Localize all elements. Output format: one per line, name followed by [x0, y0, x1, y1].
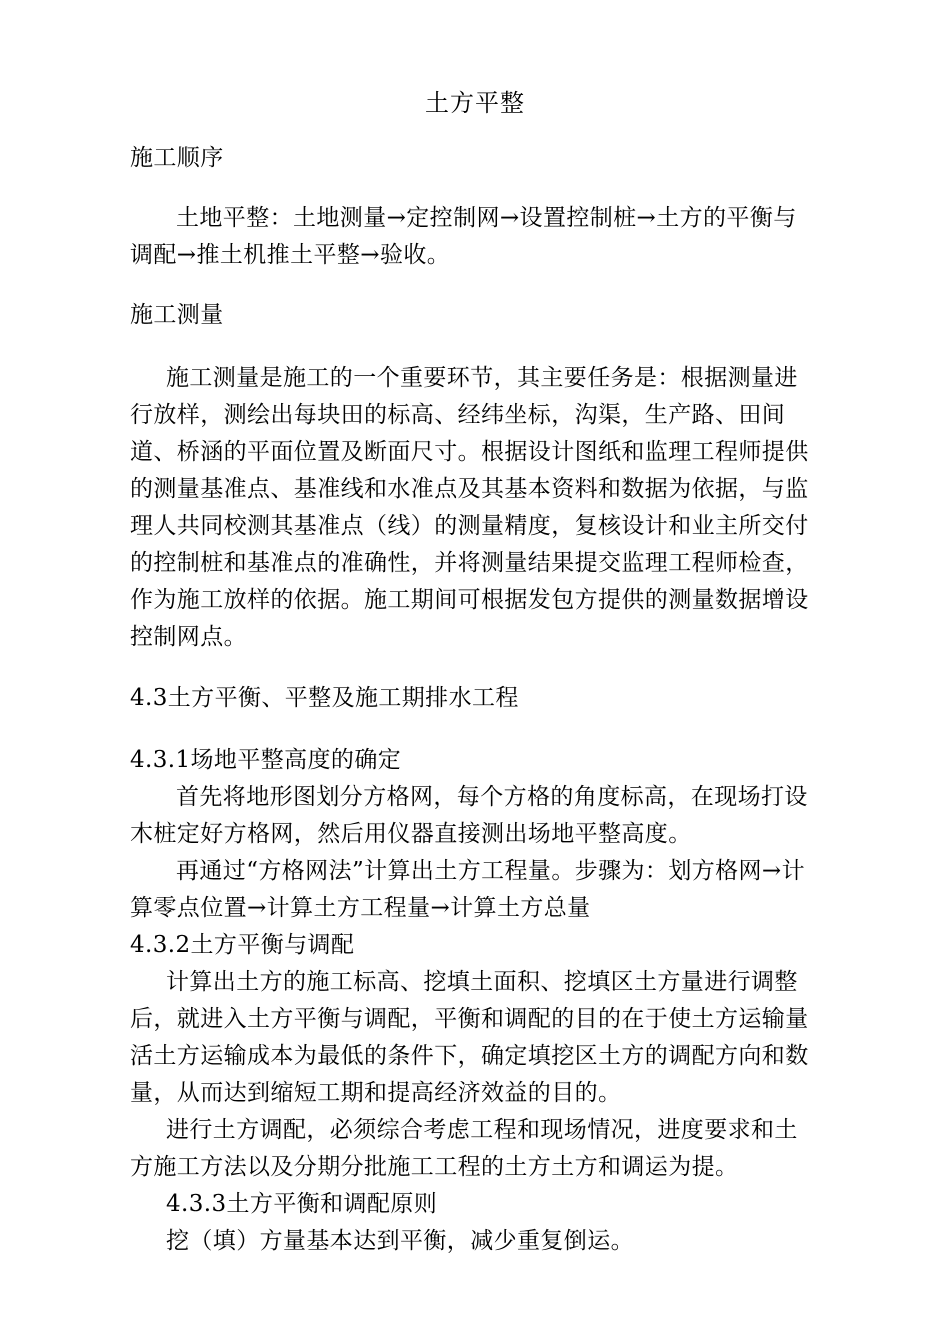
- document-title: 土方平整: [425, 89, 525, 117]
- section-heading-4-3-3: 4.3.3土方平衡和调配原则: [166, 1191, 438, 1217]
- paragraph-4-3-1-b: 再通过“方格网法”计算出土方工程量。步骤为：划方格网→计算零点位置→计算土方工程量→计算土方总量: [130, 858, 805, 921]
- paragraph-4-3-2-a: 计算出土方的施工标高、挖填土面积、挖填区土方量进行调整后，就进入土方平衡与调配，平衡和调配的目的在于使土方运输量活土方运输成本为最低的条件下，确定填挖区土方的调配方向和数量，从而达到缩短工期和提高经济效益的目的。: [130, 969, 809, 1106]
- section-heading-4-3-1: 4.3.1场地平整高度的确定: [130, 747, 402, 773]
- section-heading-4-3-2: 4.3.2土方平衡与调配: [130, 932, 355, 958]
- paragraph-construction-order: 土地平整：土地测量→定控制网→设置控制桩→土方的平衡与调配→推土机推土平整→验收。: [130, 205, 797, 268]
- section-heading-construction-order: 施工顺序: [130, 145, 224, 171]
- paragraph-4-3-1-a: 首先将地形图划分方格网，每个方格的角度标高，在现场打设木桩定好方格网，然后用仪器直接测出场地平整高度。: [130, 784, 808, 847]
- section-heading-survey: 施工测量: [130, 302, 224, 328]
- paragraph-survey: 施工测量是施工的一个重要环节，其主要任务是：根据测量进行放样，测绘出每块田的标高、经纬坐标，沟渠，生产路、田间道、桥涵的平面位置及断面尺寸。根据设计图纸和监理工程师提供的测量基准点、基准线和水准点及其基本资料和数据为依据，与监理人共同校测其基准点（线）的测量精度，复核设计和业主所交付的控制桩和基准点的准确性，并将测量结果提交监理工程师检查，作为施工放样的依据。施工期间可根据发包方提供的测量数据增设控制网点。: [130, 365, 809, 650]
- paragraph-4-3-3-a: 挖（填）方量基本达到平衡，减少重复倒运。: [166, 1228, 634, 1254]
- paragraph-4-3-2-b: 进行土方调配，必须综合考虑工程和现场情况，进度要求和土方施工方法以及分期分批施工工程的土方土方和调运为提。: [130, 1117, 798, 1180]
- section-heading-4-3: 4.3土方平衡、平整及施工期排水工程: [130, 685, 519, 711]
